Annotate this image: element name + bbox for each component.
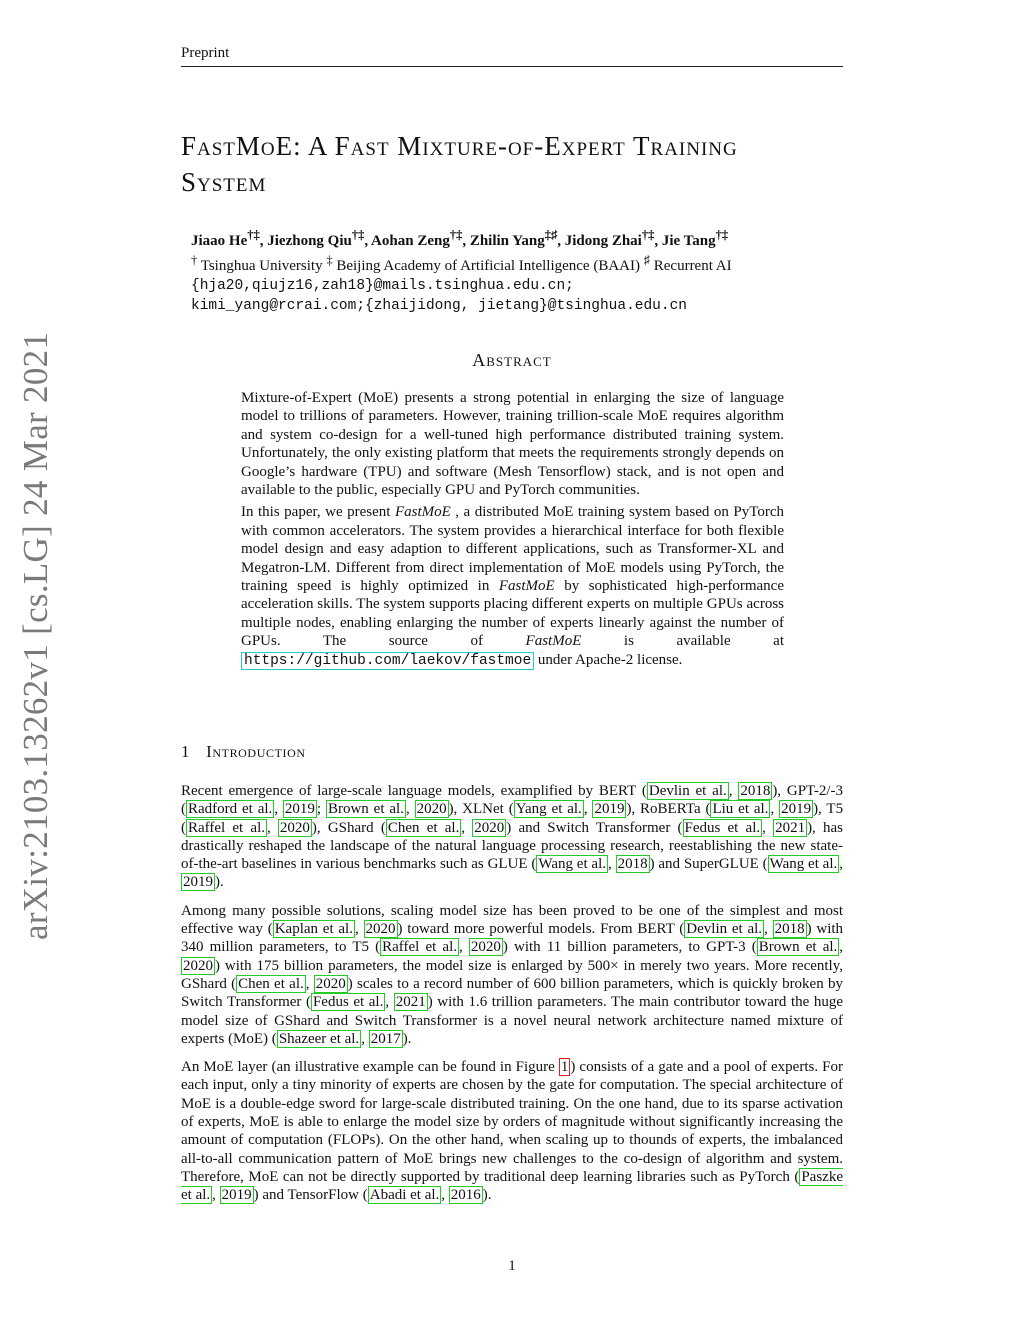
abstract-paragraph-1: Mixture-of-Expert (MoE) presents a strong potential in enlarging the size of language model to trillions of parameters. However, training trillion-scale MoE requires algorithm and system co-design for a well-tuned high performance distributed training system. Unfortunately, the only existing platform that meets the requirements strongly depends on Google’s hardware (TPU) and software (Mesh Tensorflow) stack, and is not open and available to the public, especially GPU and PyTorch communities. <box>241 390 784 499</box>
author-name: Aohan Zeng <box>371 233 450 249</box>
author-name: Jie Tang <box>661 233 716 249</box>
citation-link[interactable]: Fedus et al. <box>684 819 761 836</box>
citation-link[interactable]: 2018 <box>617 856 648 873</box>
author-names: Jiaao He†‡, Jiezhong Qiu†‡, Aohan Zeng†‡, Zhilin Yang‡♯, Jidong Zhai†‡, Jie Tang†‡ <box>191 228 729 249</box>
body-text: Among many possible solutions, scaling model size has been proved to be one of the simplest and most effective way ( <box>181 902 843 938</box>
body-text: , <box>274 801 283 818</box>
title-line-2: System <box>181 167 267 197</box>
author-marks: †‡ <box>351 228 365 242</box>
citation-link[interactable]: Shazeer et al. <box>278 1030 360 1047</box>
body-text: ), RoBERTa ( <box>626 801 711 818</box>
body-text: , <box>839 939 844 956</box>
citation-link[interactable]: 2020 <box>365 921 396 938</box>
citation-link[interactable]: Devlin et al. <box>648 783 727 799</box>
system-name: FastMoE <box>498 578 555 595</box>
body-text: , <box>764 921 773 938</box>
affil-mark: ‡ <box>326 253 333 267</box>
author-marks: †‡ <box>715 228 729 242</box>
citation-link[interactable]: Raffel et al. <box>188 819 265 836</box>
author-name: Jidong Zhai <box>564 233 642 249</box>
body-text: , <box>354 921 364 938</box>
citation-link[interactable]: Raffel et al. <box>382 939 457 956</box>
citation-link[interactable]: Paszke et al. <box>181 1168 843 1204</box>
body-text: ). <box>482 1187 492 1204</box>
email-group-1: {hja20,qiujz16,zah18}@mails.tsinghua.edu.cn; <box>191 278 574 294</box>
affil-tsinghua: Tsinghua University <box>197 258 327 274</box>
email-kimi: kimi_yang@rcrai.com; <box>191 298 366 314</box>
body-text: ) with 1.6 trillion parameters. The main contributor toward the huge model size of GShard and Switch Transformer is a novel neural network architecture named mixture of experts (MoE) ( <box>181 994 844 1047</box>
intro-paragraph-1 <box>181 782 843 892</box>
system-name: FastMoE <box>525 633 582 650</box>
body-text: ) consists of a gate and a pool of experts. For each input, only a tiny minority of experts are chosen by the gate for computation. The special architecture of MoE is a double-edge sword for large-scale distributed training. On the one hand, due to its sparse activation of experts, MoE is able to enlarge the model size by orders of magnitude without significantly increasing the amount of computation (FLOPs). On the other hand, when scaling up to thounds of experts, the imbalanced all-to-all communication pattern of MoE brings new challenges to the co-design of algorithm and system. Therefore, MoE can not be directly supported by traditional deep learning libraries such as PyTorch ( <box>181 1059 843 1185</box>
author-marks: †‡ <box>641 228 655 242</box>
header-label: Preprint <box>181 45 230 61</box>
affil-baai: Beijing Academy of Artificial Intelligence (BAAI) <box>332 258 644 274</box>
author-name: Zhilin Yang <box>469 233 545 249</box>
author-block <box>191 226 851 316</box>
author-marks: †‡ <box>247 228 260 242</box>
author-marks: ‡♯ <box>544 228 558 242</box>
citation-link[interactable]: Radford et al. <box>188 801 273 818</box>
body-text: , <box>266 819 278 836</box>
body-text: , <box>461 819 473 836</box>
body-text: , <box>762 819 774 836</box>
paper-title <box>181 128 861 200</box>
body-text: , <box>361 1030 369 1047</box>
body-text: ) scales to a record number of 600 billion parameters, which is quickly broken by Switch Transformer ( <box>181 975 843 1011</box>
body-text: ) with 175 billion parameters, the model size is enlarged by 500× in merely two years. More recently, GShard ( <box>181 957 843 992</box>
abstract-paragraph-2 <box>241 503 784 670</box>
abstract-text: by sophisticated high-performance acceleration skills. The system supports placing different experts on multiple GPUs across multiple nodes, enabling enlarging the number of experts linearly against the number of GPUs. The source of <box>241 578 784 650</box>
abstract-body <box>241 389 784 674</box>
citation-link[interactable]: 2018 <box>740 783 771 799</box>
running-header <box>181 44 843 67</box>
citation-link[interactable]: 2020 <box>416 801 447 818</box>
body-text: ) with 340 million parameters, to T5 ( <box>181 921 844 956</box>
title-line-1: FastMoE: A Fast Mixture-of-Expert Training <box>181 131 738 161</box>
body-text: , <box>305 975 314 992</box>
citation-link[interactable]: 2021 <box>395 994 426 1011</box>
citation-link[interactable]: Wang et al. <box>538 856 606 873</box>
body-text: , <box>839 856 844 873</box>
body-text: ) with 11 billion parameters, to GPT-3 ( <box>502 939 757 956</box>
author-name: Jiezhong Qiu <box>267 233 352 249</box>
author-marks: †‡ <box>449 228 463 242</box>
citation-link[interactable]: 2018 <box>774 921 805 938</box>
abstract-heading: Abstract <box>472 350 552 370</box>
body-text: ), GPT-2/-3 ( <box>181 783 843 818</box>
author-name: Jiaao He <box>191 233 248 249</box>
citation-link[interactable]: 2020 <box>474 819 505 836</box>
body-text: ) toward more powerful models. From BERT ( <box>397 921 685 938</box>
citation-link[interactable]: Fedus et al. <box>312 994 384 1011</box>
body-text: ), has drastically reshaped the landscape of the natural language processing research, reestablishing the new state-of-the-art baselines in various benchmarks such as GLUE ( <box>181 819 843 873</box>
affiliations <box>191 251 851 276</box>
body-text: ), GShard ( <box>311 819 386 836</box>
body-text: ) and TensorFlow ( <box>253 1187 368 1204</box>
body-text: ). <box>215 874 224 891</box>
citation-link[interactable]: 2019 <box>594 801 625 818</box>
intro-body <box>181 782 843 1215</box>
citation-link[interactable]: Liu et al. <box>712 801 769 818</box>
body-text: ) and SuperGLUE ( <box>649 856 768 873</box>
page-number: 1 <box>508 1258 516 1274</box>
body-text: An MoE layer (an illustrative example can be found in Figure <box>181 1059 559 1076</box>
body-text: , <box>608 856 616 873</box>
citation-link[interactable]: 2017 <box>370 1030 401 1047</box>
citation-link[interactable]: Devlin et al. <box>686 921 763 938</box>
citation-link[interactable]: 2019 <box>781 801 812 818</box>
citation-link[interactable]: Chen et al. <box>238 975 304 992</box>
email-line-2 <box>191 296 851 316</box>
citation-link[interactable]: 2020 <box>279 819 310 836</box>
citation-link[interactable]: 2016 <box>450 1187 481 1204</box>
github-link[interactable]: https://github.com/laekov/fastmoe <box>241 652 534 670</box>
body-text: , <box>770 801 780 818</box>
abstract-text: is available at <box>581 633 784 650</box>
body-text: , <box>405 801 415 818</box>
citation-link[interactable]: 2020 <box>315 975 346 992</box>
body-text: , <box>459 939 469 956</box>
body-text: , <box>385 994 394 1011</box>
abstract-text: under Apache-2 license. <box>534 651 683 668</box>
body-text: , <box>441 1187 449 1204</box>
citation-link[interactable]: 2019 <box>221 1187 252 1204</box>
affil-mark: ♯ <box>643 253 650 267</box>
citation-link[interactable]: Brown et al. <box>327 801 404 818</box>
email-group-2: {zhaijidong, jietang}@tsinghua.edu.cn <box>365 298 687 314</box>
body-text: , <box>728 783 739 799</box>
section-title: Introduction <box>206 742 306 761</box>
citation-link[interactable]: Chen et al. <box>387 819 460 836</box>
citation-link[interactable]: Yang et al. <box>515 801 582 818</box>
abstract-text: In this paper, we present <box>241 504 395 521</box>
body-text: ), XLNet ( <box>448 801 514 818</box>
abstract-text: , a distributed MoE training system based on PyTorch with common accelerators. The system provides a hierarchical interface for both flexible model design and easy adaption to different applications, such as Transformer-XL and Megatron-LM. Different from direct implementation of MoE models using PyTorch, the training speed is highly optimized in <box>241 504 785 595</box>
citation-link[interactable]: 2020 <box>183 957 213 974</box>
citation-link[interactable]: Brown et al. <box>758 939 838 956</box>
email-line-1 <box>191 276 851 296</box>
section-number: 1 <box>181 742 191 761</box>
affil-mark: † <box>191 253 198 267</box>
body-text: ) and Switch Transformer ( <box>506 819 683 836</box>
body-text: ; <box>316 801 326 818</box>
citation-link[interactable]: Kaplan et al. <box>274 921 353 938</box>
section-heading <box>181 742 306 762</box>
citation-link[interactable]: 2019 <box>284 801 315 818</box>
body-text: , <box>583 801 593 818</box>
body-text: Recent emergence of large-scale language models, examplified by BERT ( <box>181 783 647 799</box>
intro-paragraph-2 <box>181 902 843 1048</box>
intro-paragraph-3 <box>181 1058 843 1204</box>
system-name: FastMoE <box>394 504 451 521</box>
body-text: ). <box>402 1030 412 1047</box>
figure-ref-link[interactable]: 1 <box>560 1059 569 1076</box>
body-text: ), T5 ( <box>181 801 844 836</box>
citation-link[interactable]: 2021 <box>775 819 806 836</box>
arxiv-stamp: arXiv:2103.13262v1 [cs.LG] 24 Mar 2021 <box>16 331 55 940</box>
citation-link[interactable]: Wang et al. <box>769 856 838 873</box>
body-text: , <box>212 1187 220 1204</box>
citation-link[interactable]: Abadi et al. <box>369 1187 440 1204</box>
citation-link[interactable]: 2020 <box>470 939 501 956</box>
affil-recurrent: Recurrent AI <box>650 258 732 274</box>
citation-link[interactable]: 2019 <box>183 874 213 891</box>
